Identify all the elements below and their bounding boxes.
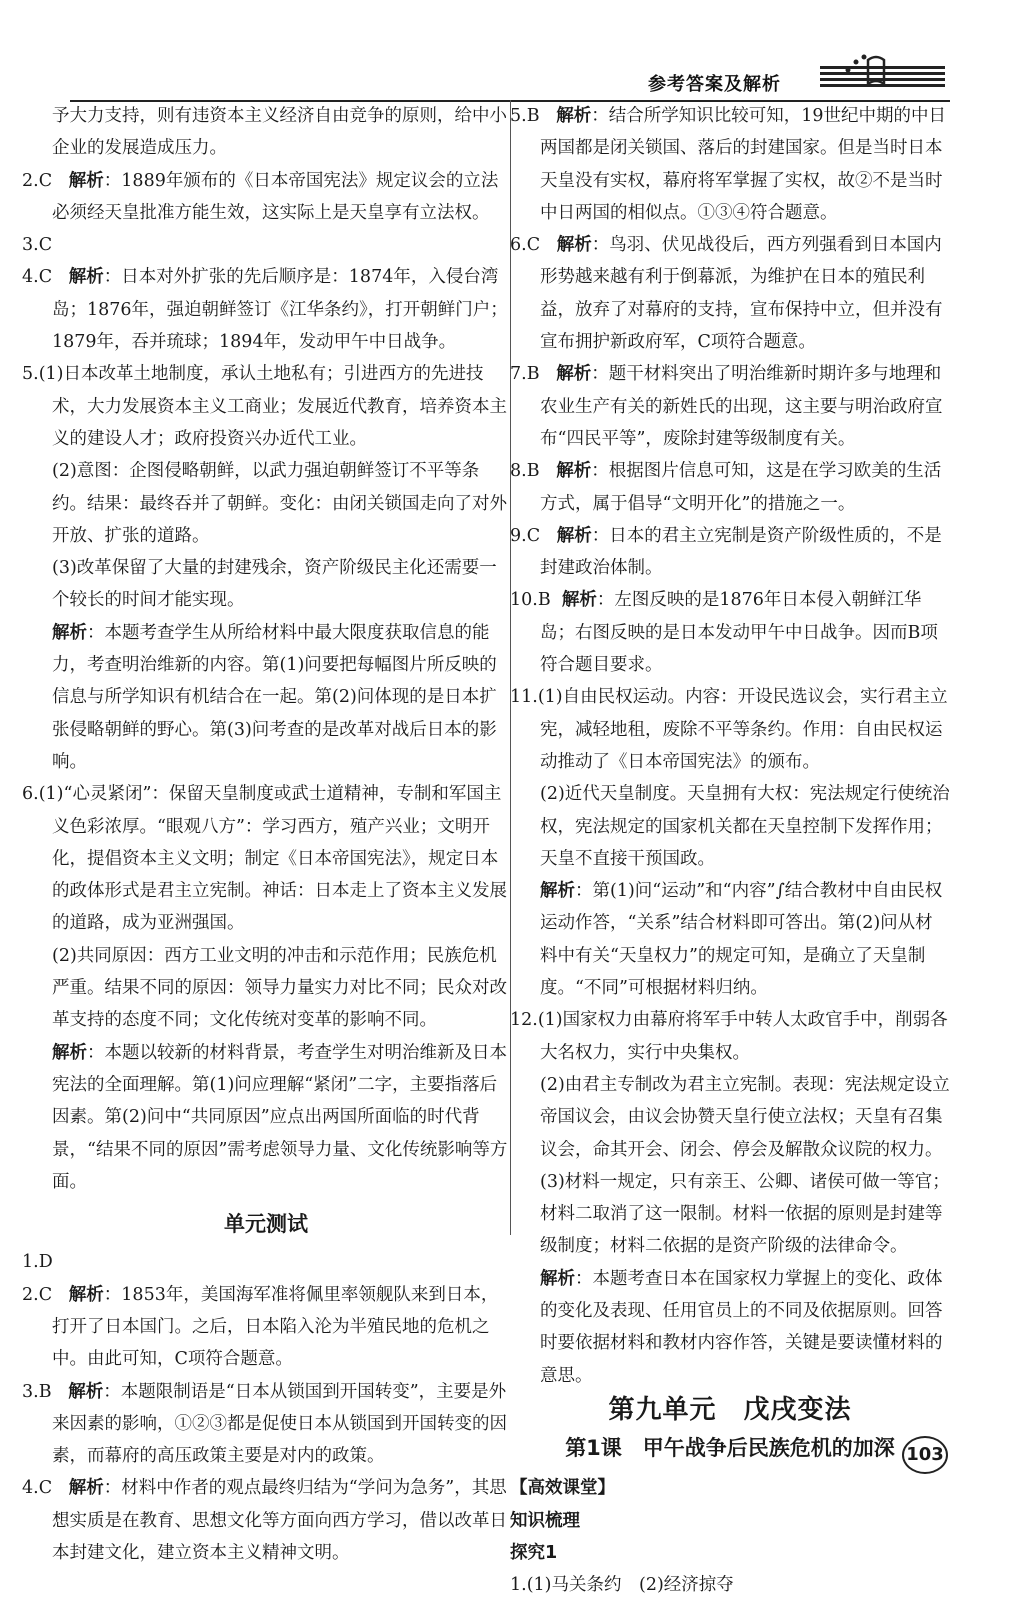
unit-title: 第九单元 戊戌变法 [608, 1394, 852, 1425]
answer-item-11: 11.(1)自由民权运动。内容：开设民选议会，实行君主立宪，减轻地租，废除不平等条约。作用：自由民权运动推动了《日本帝国宪法》的颁布。 [510, 687, 948, 772]
analysis-paragraph: 解析：本题以较新的材料背景，考查学生对明治维新及日本宪法的全面理解。第(1)问应理解“紧闭”二字，主要指落后因素。第(2)问中“共同原因”应点出两国所面临的时代背景，“结果不同的原因”需考虑领导力量、文化传统影响等方面。 [52, 1042, 508, 1192]
subheading: 知识梳理 [510, 1510, 580, 1531]
answer-item: 3.B 解析：本题限制语是“日本从锁国到开国转变”，主要是外来因素的影响，①②③都是促使日本从锁国到开国转变的因素，而幕府的高压政策主要是对内的政策。 [22, 1381, 507, 1467]
continuation-text: 予大力支持，则有违资本主义经济自由竞争的原则，给中小企业的发展造成压力。 [52, 106, 507, 159]
answer-item: 2.C 解析：1889年颁布的《日本帝国宪法》规定议会的立法必须经天皇批准方能生效，这实际上是天皇享有立法权。 [22, 170, 499, 223]
answer-line: 1.(1)马关条约 (2)经济掠夺 [510, 1575, 734, 1596]
answer-item-12: 12.(1)国家权力由幕府将军手中转人太政官手中，削弱各大名权力，实行中央集权。 [510, 1010, 948, 1063]
analysis-paragraph: 解析：本题考查学生从所给材料中最大限度获取信息的能力，考查明治维新的内容。第(1)问要把每幅图片所反映的信息与所学知识有机结合在一起。第(2)问体现的是日本扩张侵略朝鲜的野心。第(3)问考查的是改革对战后日本的影响。 [52, 622, 497, 772]
answer-item: 2.C 解析：1853年，美国海军准将佩里率领舰队来到日本，打开了日本国门。之后，日本陷入沦为半殖民地的危机之中。由此可知，C项符合题意。 [22, 1284, 499, 1370]
subheading: 探究1 [510, 1543, 558, 1564]
answer-item: 4.C 解析：材料中作者的观点最终归结为“学问为急务”，其思想实质是在教育、思想文化等方面向西方学习，借以改革日本封建文化，建立资本主义精神文明。 [22, 1478, 507, 1564]
answer-paragraph: (3)材料一规定，只有亲王、公卿、诸侯可做一等官；材料二取消了这一限制。材料一依据的原则是封建等级制度；材料二依据的是资产阶级的法律命令。 [540, 1171, 950, 1257]
analysis-paragraph: 解析：第(1)问“运动”和“内容”∫结合教材中自由民权运动作答，“关系”结合材料即可答出。第(2)问从材料中有关“天皇权力”的规定可知，是确立了天皇制度。“不同”可根据材料归纳。 [540, 881, 943, 999]
answer-paragraph: (2)意图：企图侵略朝鲜，以武力强迫朝鲜签订不平等条约。结果：最终吞并了朝鲜。变化：由闭关锁国走向了对外开放、扩张的道路。 [52, 461, 507, 546]
answer-item: 4.C 解析：日本对外扩张的先后顺序是：1874年，入侵台湾岛；1876年，强迫朝鲜签订《江华条约》，打开朝鲜门户；1879年，吞并琉球；1894年，发动甲午中日战争。 [22, 267, 508, 353]
answer-paragraph: (2)由君主专制改为君主立宪制。表现：宪法规定设立帝国议会，由议会协赞天皇行使立法权；天皇有召集议会，命其开会、闭会、停会及解散众议院的权力。 [540, 1074, 950, 1160]
page-number: 103 [902, 1436, 948, 1474]
right-column [510, 100, 950, 1602]
answer-paragraph: (3)改革保留了大量的封建残余，资产阶级民主化还需要一个较长的时间才能实现。 [52, 558, 497, 611]
section-title: 单元测试 [224, 1212, 308, 1237]
book-icon [840, 50, 890, 90]
answer-item: 9.C 解析：日本的君主立宪制是资产阶级性质的，不是封建政治体制。 [510, 525, 942, 579]
header-title: 参考答案及解析 [648, 74, 781, 95]
answer-item: 7.B 解析：题干材料突出了明治维新时期许多与地理和农业生产有关的新姓氏的出现，这主要与明治政府宣布“四民平等”，废除封建等级制度有关。 [510, 364, 943, 449]
analysis-paragraph: 解析：本题考查日本在国家权力掌握上的变化、政体的变化及表现、任用官员上的不同及依据原则。回答时要依据材料和教材内容作答，关键是要读懂材料的意思。 [540, 1268, 943, 1386]
answer-item: 3.C [22, 235, 53, 256]
answer-item: 5.B 解析：结合所学知识比较可知，19世纪中期的中日两国都是闭关锁国、落后的封建国家。但是当时日本天皇没有实权，幕府将军掌握了实权，故②不是当时中日两国的相似点。①③④符合题意。 [510, 106, 947, 223]
answer-paragraph: (2)共同原因：西方工业文明的冲击和示范作用；民族危机严重。结果不同的原因：领导力量实力对比不同；民众对改革支持的态度不同；文化传统对变革的影响不同。 [52, 945, 507, 1031]
section-tag: 【高效课堂】 [510, 1478, 615, 1499]
left-column [22, 100, 510, 1569]
answer-item: 10.B 解析：左图反映的是1876年日本侵入朝鲜江华岛；右图反映的是日本发动甲午中日战争。因而B项符合题目要求。 [510, 590, 938, 676]
lesson-title: 第1课 甲午战争后民族危机的加深 [565, 1436, 895, 1461]
answer-item: 1.D [22, 1252, 53, 1273]
answer-item: 8.B 解析：根据图片信息可知，这是在学习欧美的生活方式，属于倡导“文明开化”的措施之一。 [510, 461, 942, 514]
answer-item-6: 6.(1)“心灵紧闭”：保留天皇制度或武士道精神，专制和军国主义色彩浓厚。“眼观八方”：学习西方，殖产兴业；文明开化，提倡资本主义文明；制定《日本帝国宪法》，规定日本的政体形式是君主立宪制。神话：日本走上了资本主义发展的道路，成为亚洲强国。 [22, 784, 507, 934]
answer-paragraph: (2)近代天皇制度。天皇拥有大权：宪法规定行使统治权，宪法规定的国家机关都在天皇控制下发挥作用；天皇不直接干预国政。 [540, 784, 950, 869]
answer-item-5: 5.(1)日本改革土地制度，承认土地私有；引进西方的先进技术，大力发展资本主义工商业；发展近代教育，培养资本主义的建设人才；政府投资兴办近代工业。 [22, 364, 507, 449]
answer-item: 6.C 解析：鸟羽、伏见战役后，西方列强看到日本国内形势越来越有利于倒幕派，为维护在日本的殖民利益，放弃了对幕府的支持，宣布保持中立，但并没有宣布拥护新政府军，C项符合题意。 [510, 235, 943, 353]
